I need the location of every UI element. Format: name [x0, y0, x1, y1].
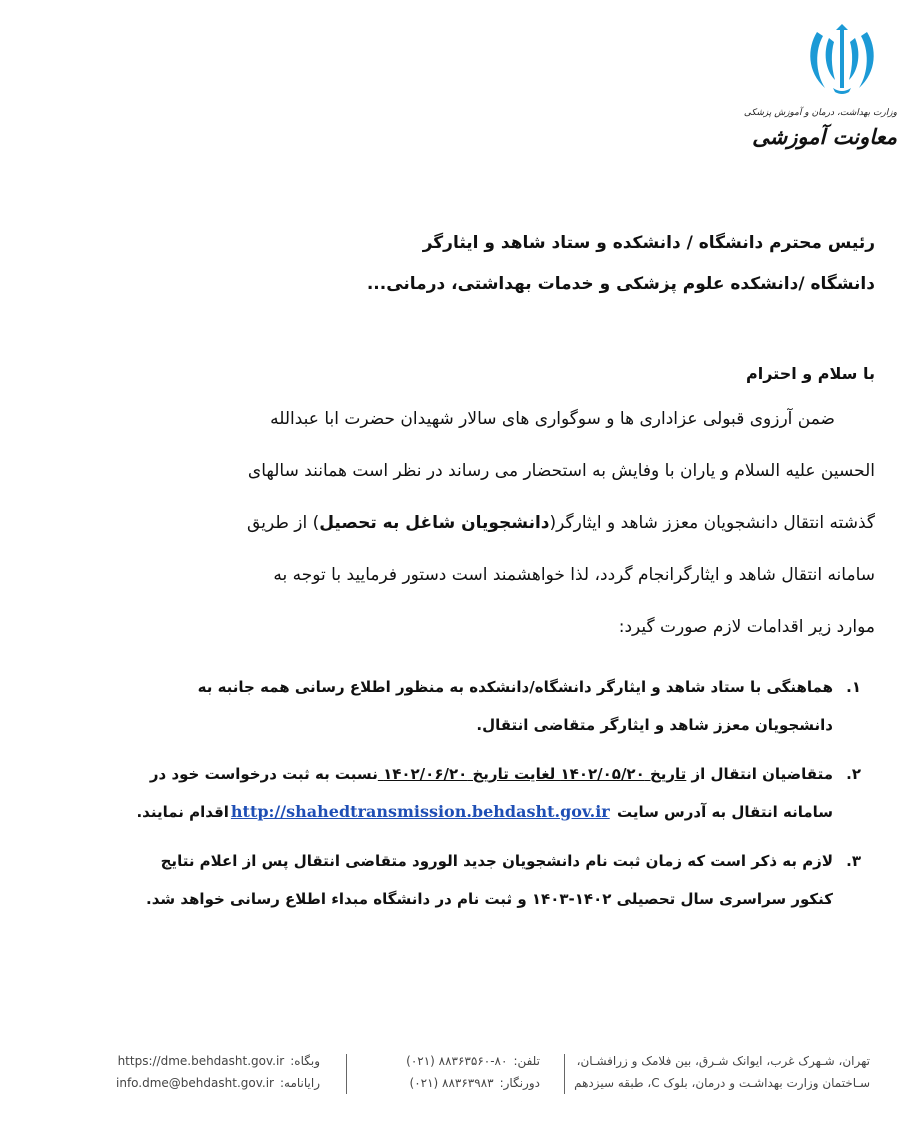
phone-label: تلفن: [513, 1054, 540, 1068]
email-row [110, 1072, 320, 1094]
body-text: ) از طریق [247, 513, 320, 533]
item-text: دانشجویان معزز شاهد و ایثارگر متقاضی انتقال. [476, 716, 833, 734]
phone-row [340, 1050, 540, 1072]
body-paragraph [45, 393, 875, 653]
website-row [110, 1050, 320, 1072]
item-text-part: اقدام نمایند. [136, 803, 229, 821]
item-text: هماهنگی با ستاد شاهد و ایثارگر دانشگاه/دانشکده به منظور اطلاع رسانی همه جانبه به [197, 678, 833, 696]
email-label: رایانامه: [279, 1076, 320, 1090]
ministry-logo [743, 22, 897, 149]
body-line: موارد زیر اقدامات لازم صورت گیرد: [618, 617, 875, 637]
list-item [161, 668, 861, 744]
footer-divider [346, 1054, 347, 1094]
item-text [149, 755, 833, 793]
footer-phones [340, 1050, 540, 1100]
phone-value: (۰۲۱) ۸۸۳۶۳۵۶۰-۸۰ [406, 1054, 508, 1068]
item-number: ۱. [846, 678, 861, 696]
fax-row [340, 1072, 540, 1094]
addressee-line-2: دانشگاه /دانشکده علوم پزشکی و خدمات بهداشتی، درمانی... [366, 274, 875, 294]
ministry-name: وزارت بهداشت، درمان و آموزش پزشکی [743, 108, 897, 118]
deputy-name: معاونت آموزشی [752, 124, 897, 149]
item-text-part: سامانه انتقال به آدرس سایت [611, 803, 833, 821]
fax-value: (۰۲۱) ۸۸۳۶۳۹۸۳ [409, 1076, 494, 1090]
item-text-part: نسبت به ثبت درخواست خود در [149, 765, 378, 783]
item-text: کنکور سراسری سال تحصیلی ۱۴۰۲-۱۴۰۳ و ثبت نام در دانشگاه مبداء اطلاع رسانی خواهد شد. [146, 890, 833, 908]
footer-address [574, 1050, 870, 1100]
iran-emblem-icon [803, 22, 881, 96]
body-line: الحسین علیه السلام و یاران با وفایش به استحضار می رساند در نظر است همانند سالهای [247, 461, 875, 481]
email-link[interactable]: info.dme@behdasht.gov.ir [116, 1076, 274, 1090]
list-item [146, 842, 861, 918]
website-label: وبگاه: [290, 1054, 320, 1068]
body-line: ضمن آرزوی قبولی عزاداری ها و سوگواری های سالار شهیدان حضرت ابا عبدالله [270, 409, 835, 429]
address-line-1: تهران، شـهرک غرب، ایوانک شـرق، بین فلامک و زرافشـان، [576, 1054, 870, 1068]
date-range-text: تاریخ ۱۴۰۲/۰۵/۲۰ لغایت تاریخ ۱۴۰۲/۰۶/۲۰ [377, 765, 687, 783]
body-text: گذشته انتقال دانشجویان معزز شاهد و ایثارگر( [549, 513, 875, 533]
footer [110, 1050, 870, 1100]
item-text-part: متقاضیان انتقال از [686, 765, 833, 783]
addressee-line-1: رئیس محترم دانشگاه / دانشکده و ستاد شاهد و ایثارگر [422, 233, 875, 253]
item-number: ۲. [846, 765, 861, 783]
numbered-list [136, 668, 861, 929]
salutation: با سلام و احترام [746, 364, 875, 383]
footer-divider [564, 1054, 565, 1094]
list-item [136, 755, 861, 831]
item-text [136, 793, 833, 831]
transmission-site-link[interactable]: http://shahedtransmission.behdasht.gov.ir [230, 802, 610, 821]
item-text: لازم به ذکر است که زمان ثبت نام دانشجویان جدید الورود متقاضی انتقال پس از اعلام نتایج [160, 852, 833, 870]
body-line: سامانه انتقال شاهد و ایثارگرانجام گردد، لذا خواهشمند است دستور فرمایید با توجه به [273, 565, 875, 585]
fax-label: دورنگار: [499, 1076, 540, 1090]
item-number: ۳. [846, 852, 861, 870]
footer-web [110, 1050, 320, 1100]
emphasized-text: دانشجویان شاغل به تحصیل [319, 513, 550, 533]
body-line [45, 497, 875, 549]
address-line-2: سـاختمان وزارت بهداشـت و درمان، بلوک C، طبقه سیزدهم [574, 1076, 870, 1090]
website-link[interactable]: https://dme.behdasht.gov.ir [117, 1054, 285, 1068]
